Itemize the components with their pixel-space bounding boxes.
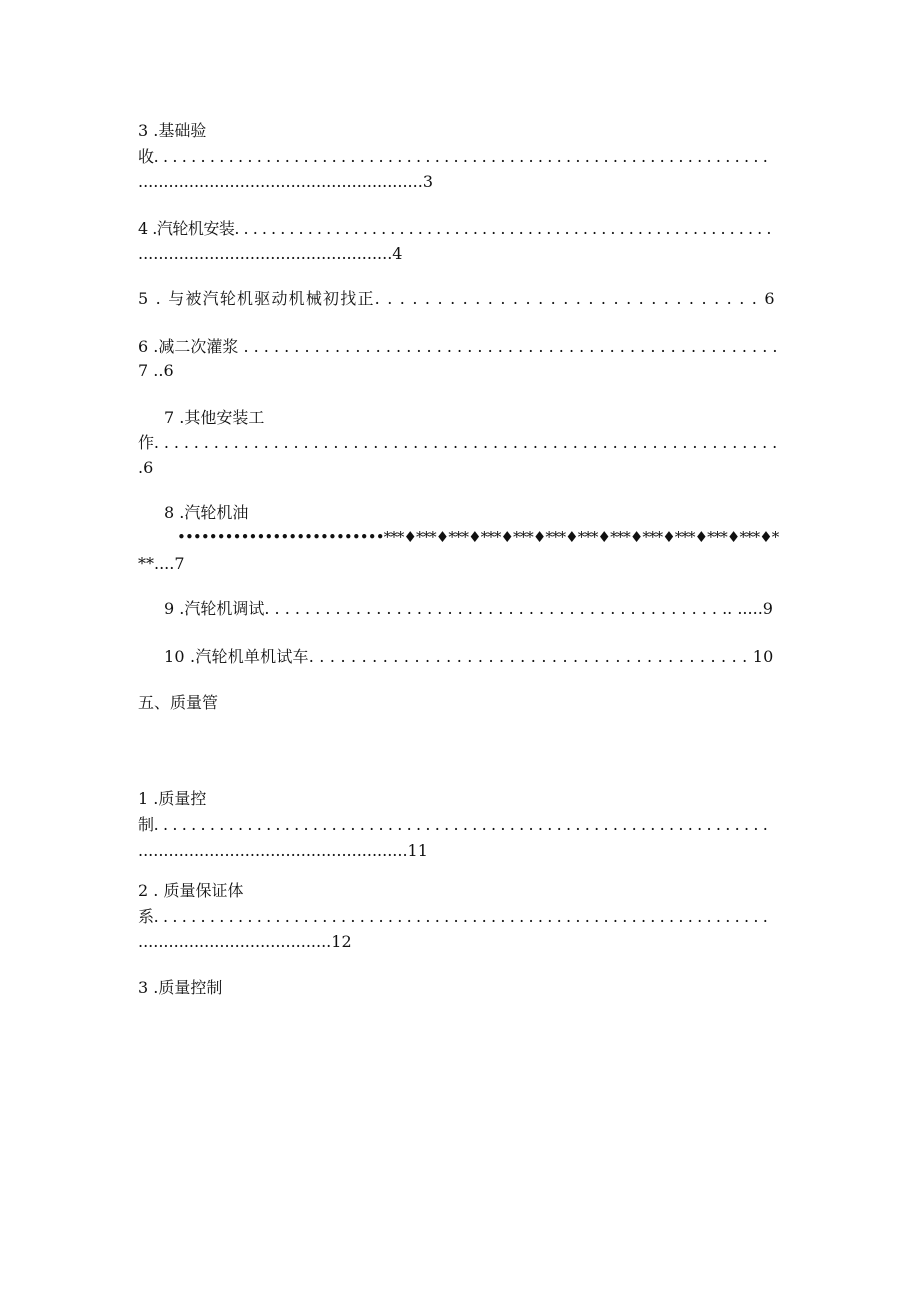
toc-entry-4-page: ..................................................4 [138, 244, 403, 263]
toc-entry-4: 4 .汽轮机安装. . . . . . . . . . . . . . . . . . . . . . . . . . . . . . . . . . . . . . . . . . . . . . . . . . . . . . . . . . . [138, 219, 771, 238]
toc-entry-7-title: 7 .其他安装工 [164, 408, 265, 427]
toc-entry-3-dots: 收. . . . . . . . . . . . . . . . . . . . . . . . . . . . . . . . . . . . . . . . . . . . . . . . . . . . . . . . . . . . . . . . . . [138, 147, 768, 166]
toc-entry-7-dots: 作. . . . . . . . . . . . . . . . . . . . . . . . . . . . . . . . . . . . . . . . . . . . . . . . . . . . . . . . . . . . . . . [138, 433, 778, 452]
toc-entry-7-page: .6 [138, 458, 154, 477]
section-5-heading: 五、质量管 [138, 693, 219, 712]
toc-entry-8-leader: ••••••••••••••••••••••••••***♦***♦***♦***♦***♦***♦***♦***♦***♦***♦***♦***♦* [177, 528, 779, 546]
toc-entry-3-title: 3 .基础验 [138, 121, 207, 140]
toc-entry-8-page: **....7 [138, 554, 185, 573]
toc-entry-10: 10 .汽轮机单机试车. . . . . . . . . . . . . . . . . . . . . . . . . . . . . . . . . . . . . . . . . . 10 [164, 647, 774, 666]
toc-q3-title: 3 .质量控制 [138, 978, 223, 997]
toc-entry-8-title: 8 .汽轮机油 [164, 503, 249, 522]
toc-entry-5: 5 . 与被汽轮机驱动机械初找正. . . . . . . . . . . . . . . . . . . . . . . . . . . . . . . 6 [138, 289, 776, 308]
toc-q1-title: 1 .质量控 [138, 789, 207, 808]
toc-q2-dots: 系. . . . . . . . . . . . . . . . . . . . . . . . . . . . . . . . . . . . . . . . . . . . . . . . . . . . . . . . . . . . . . . . . . [138, 907, 768, 926]
toc-entry-3-page: ........................................................3 [138, 172, 433, 191]
toc-q2-page: ......................................12 [138, 932, 352, 951]
toc-entry-9: 9 .汽轮机调试. . . . . . . . . . . . . . . . . . . . . . . . . . . . . . . . . . . . . . . . . . . . . .. .....9 [164, 599, 773, 618]
toc-q2-title: 2 . 质量保证体 [138, 881, 244, 900]
toc-q1-dots: 制. . . . . . . . . . . . . . . . . . . . . . . . . . . . . . . . . . . . . . . . . . . . . . . . . . . . . . . . . . . . . . . . . . [138, 815, 768, 834]
toc-entry-6-page: 7 ..6 [138, 361, 174, 380]
toc-q1-page: .....................................................11 [138, 841, 428, 860]
toc-entry-6: 6 .减二次灌浆 . . . . . . . . . . . . . . . . . . . . . . . . . . . . . . . . . . . . . . . . . . . . . . . . . . . . . [138, 337, 778, 356]
